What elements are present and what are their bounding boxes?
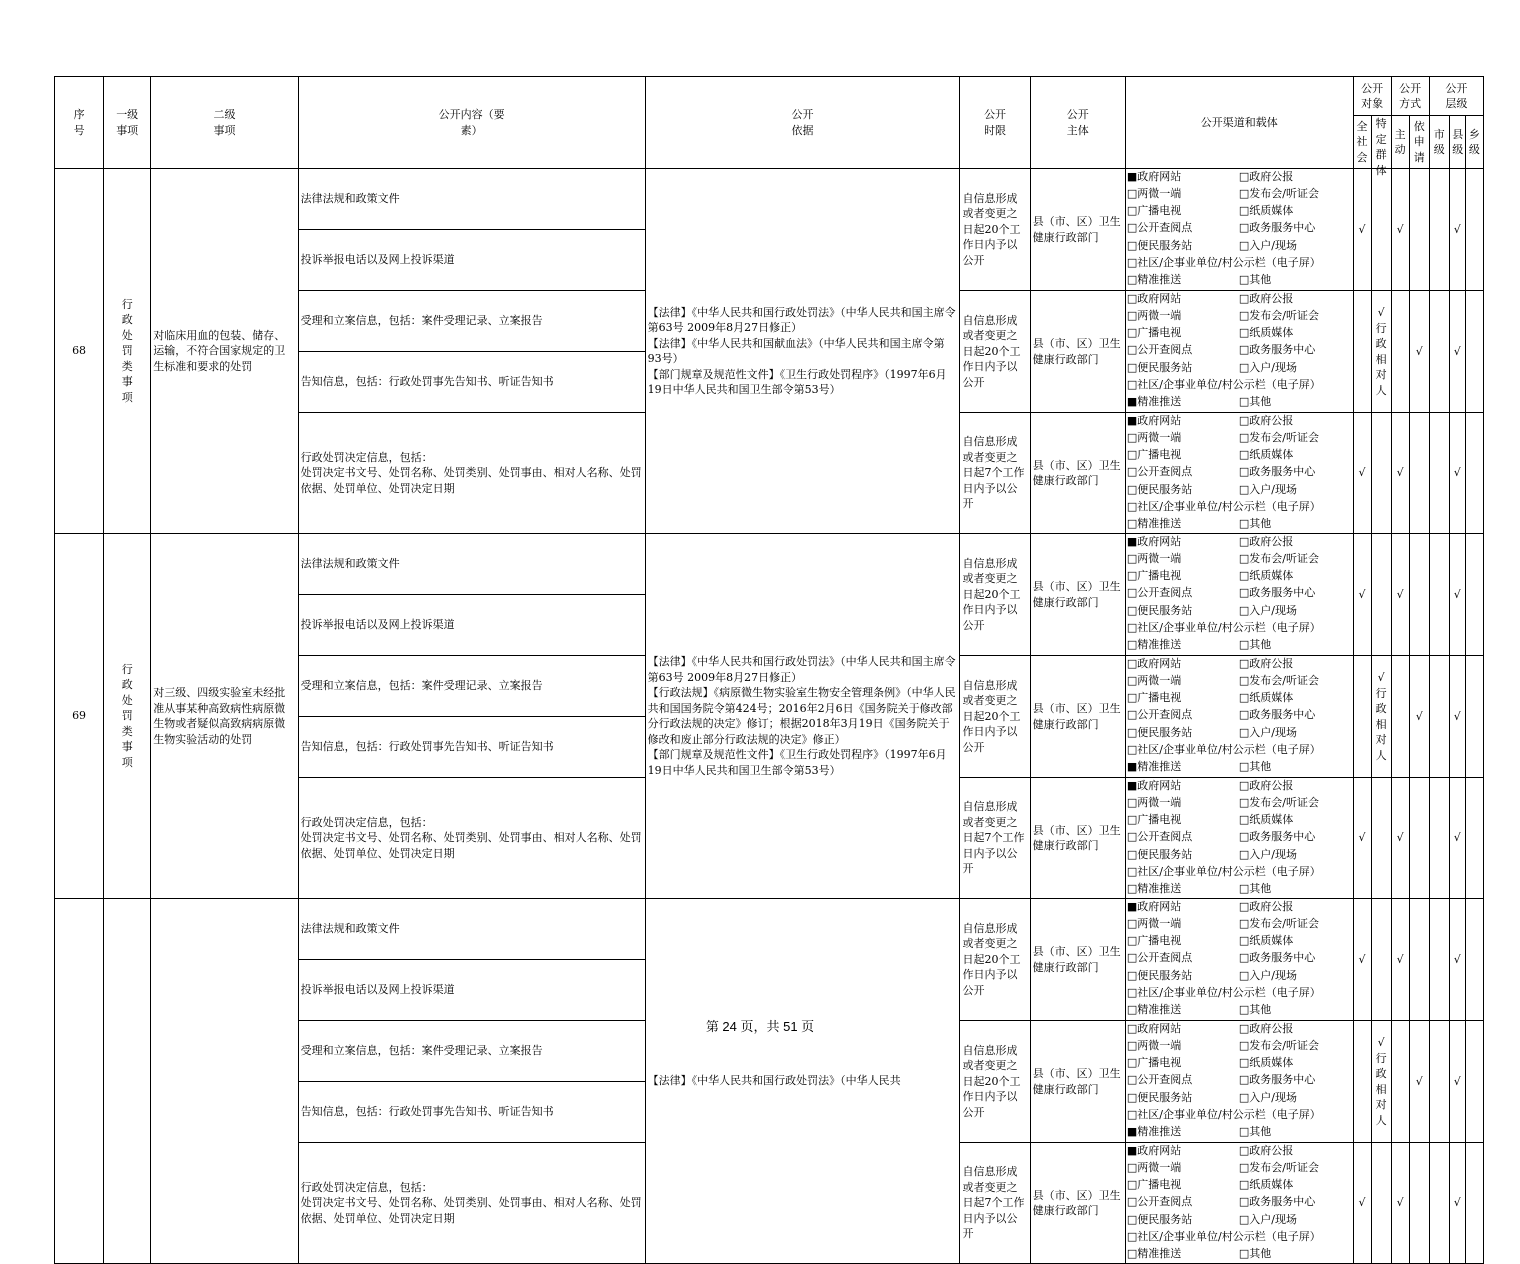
tier-county-check: √: [1449, 778, 1465, 899]
method-active-check: √: [1391, 1143, 1409, 1264]
channel-option: □广播电视: [1126, 813, 1182, 827]
time-limit: 自信息形成或者变更之日起20个工作日内予以公开: [960, 899, 1030, 1021]
channel-option: □入户/现场: [1238, 360, 1298, 374]
channel-option: □政府公报: [1238, 1022, 1294, 1035]
channel-option: □政府公报: [1238, 657, 1294, 670]
publisher: 县（市、区）卫生健康行政部门: [1030, 169, 1125, 291]
tier-city-cell: [1429, 413, 1449, 534]
channel-option: □广播电视: [1126, 1178, 1182, 1192]
target-all-check: √: [1353, 169, 1371, 291]
channel-option: ■精准推送: [1126, 394, 1182, 408]
channel-option: □广播电视: [1126, 1056, 1182, 1070]
target-specific-cell: [1371, 899, 1391, 1021]
row-basis: 【法律】《中华人民共和国行政处罚法》（中华人民共和国主席令第63号 2009年8月27日修正） 【行政法规】《病原微生物实验室生物安全管理条例》（中华人民共和国国务院令第424号；2016年2月6日《国务院关于修改部分行政法规的决定》修订；根据2018年3月19日《国务院关于修改和废止部分行政法规的决定》修正） 【部门规章及规范性文件】《卫生行政处罚程序》（1997年6月19日中华人民共和国卫生部令第53号）: [645, 534, 960, 899]
header-level1: 一级事项: [104, 77, 151, 169]
row-level1: [104, 899, 151, 1264]
channel-option: □便民服务站: [1126, 482, 1193, 496]
channel-option: □发布会/听证会: [1238, 674, 1320, 688]
target-all-cell: [1353, 291, 1371, 413]
channel-option: ■政府网站: [1126, 414, 1182, 427]
channel-option: □其他: [1238, 516, 1272, 530]
channel-option: □公开查阅点: [1126, 465, 1193, 479]
channel-option: □其他: [1238, 1124, 1272, 1138]
channel-option: □入户/现场: [1238, 1090, 1298, 1104]
tier-county-check: √: [1449, 899, 1465, 1021]
method-active-cell: [1391, 1021, 1409, 1143]
channel-option: □两微一端: [1126, 674, 1182, 688]
channel-option: □广播电视: [1126, 204, 1182, 218]
header-subject: 公开主体: [1030, 77, 1125, 169]
method-request-cell: [1409, 413, 1429, 534]
header-tier: 公开层级: [1429, 77, 1483, 116]
channel-option: □纸质媒体: [1238, 691, 1294, 705]
publisher: 县（市、区）卫生健康行政部门: [1030, 656, 1125, 778]
header-content: 公开内容（要素）: [298, 77, 645, 169]
publisher: 县（市、区）卫生健康行政部门: [1030, 1143, 1125, 1264]
channel-option: □便民服务站: [1126, 725, 1193, 739]
channel-option: □便民服务站: [1126, 1212, 1193, 1226]
channel-option: □公开查阅点: [1126, 586, 1193, 600]
header-method-active: 主动: [1391, 116, 1409, 169]
target-specific-cell: [1371, 413, 1391, 534]
channel-option: ■精准推送: [1126, 1124, 1182, 1138]
channel-option: □政务服务中心: [1238, 586, 1316, 600]
channel-option: □精准推送: [1126, 272, 1182, 286]
content-complaint: 投诉举报电话以及网上投诉渠道: [298, 595, 645, 656]
channel-option: □入户/现场: [1238, 725, 1298, 739]
row-level2: 对三级、四级实验室未经批准从事某种高致病性病原微生物或者疑似高致病病原微生物实验活动的处罚: [151, 534, 298, 899]
row-basis: 【法律】《中华人民共和国行政处罚法》（中华人民共: [645, 899, 960, 1264]
channel-option: □广播电视: [1126, 934, 1182, 948]
channel-option: □两微一端: [1126, 431, 1182, 445]
method-request-cell: [1409, 534, 1429, 656]
tier-town-cell: [1465, 413, 1483, 534]
channel-option: □公开查阅点: [1126, 1073, 1193, 1087]
time-limit: 自信息形成或者变更之日起7个工作日内予以公开: [960, 778, 1030, 899]
target-all-cell: [1353, 656, 1371, 778]
channel-option: □其他: [1238, 759, 1272, 773]
row-seq: 68: [55, 169, 104, 534]
channel-option: ■政府网站: [1126, 535, 1182, 548]
channel-option: □精准推送: [1126, 1246, 1182, 1260]
channel-option: □其他: [1238, 1002, 1272, 1016]
content-complaint: 投诉举报电话以及网上投诉渠道: [298, 960, 645, 1021]
content-complaint: 投诉举报电话以及网上投诉渠道: [298, 230, 645, 291]
method-request-cell: [1409, 899, 1429, 1021]
header-target-specific: 特定群体: [1371, 116, 1391, 169]
channel-option: □其他: [1238, 394, 1272, 408]
page-footer: 第 24 页，共 51 页: [705, 1019, 815, 1034]
channel-option: □纸质媒体: [1238, 448, 1294, 462]
channel-option: □公开查阅点: [1126, 708, 1193, 722]
channel-option: □入户/现场: [1238, 968, 1298, 982]
tier-county-check: √: [1449, 169, 1465, 291]
channel-option: □政务服务中心: [1238, 1195, 1316, 1209]
content-decision: 行政处罚决定信息，包括： 处罚决定书文号、处罚名称、处罚类别、处罚事由、相对人名称、处罚依据、处罚单位、处罚决定日期: [298, 778, 645, 899]
channel-option: □政府公报: [1238, 1144, 1294, 1157]
tier-county-check: √: [1449, 534, 1465, 656]
channel-option: □公开查阅点: [1126, 221, 1193, 235]
channel-option: □政府公报: [1238, 170, 1294, 183]
tier-town-cell: [1465, 1143, 1483, 1264]
channel-group: [1125, 291, 1353, 413]
content-laws: 法律法规和政策文件: [298, 899, 645, 960]
target-specific-check: √行政相对人: [1371, 656, 1391, 778]
channel-option: □社区/企事业单位/村公示栏（电子屏）: [1126, 255, 1321, 269]
channel-option: □社区/企事业单位/村公示栏（电子屏）: [1126, 742, 1321, 756]
tier-county-check: √: [1449, 1021, 1465, 1143]
time-limit: 自信息形成或者变更之日起20个工作日内予以公开: [960, 169, 1030, 291]
content-decision: 行政处罚决定信息，包括： 处罚决定书文号、处罚名称、处罚类别、处罚事由、相对人名称、处罚依据、处罚单位、处罚决定日期: [298, 1143, 645, 1264]
channel-option: □社区/企事业单位/村公示栏（电子屏）: [1126, 620, 1321, 634]
method-request-cell: [1409, 778, 1429, 899]
channel-option: □社区/企事业单位/村公示栏（电子屏）: [1126, 1107, 1321, 1121]
header-tier-city: 市级: [1429, 116, 1449, 169]
channel-option: □便民服务站: [1126, 603, 1193, 617]
tier-town-cell: [1465, 534, 1483, 656]
row-level1: 行政处罚类事项: [104, 169, 151, 534]
tier-city-cell: [1429, 169, 1449, 291]
channel-group: [1125, 1143, 1353, 1264]
channel-option: □便民服务站: [1126, 847, 1193, 861]
publisher: 县（市、区）卫生健康行政部门: [1030, 291, 1125, 413]
row-seq: [55, 899, 104, 1264]
channel-option: □社区/企事业单位/村公示栏（电子屏）: [1126, 1229, 1321, 1243]
channel-option: □两微一端: [1126, 309, 1182, 323]
tier-county-check: √: [1449, 291, 1465, 413]
header-basis: 公开依据: [645, 77, 960, 169]
content-laws: 法律法规和政策文件: [298, 534, 645, 595]
channel-option: □便民服务站: [1126, 238, 1193, 252]
channel-option: □政府公报: [1238, 535, 1294, 548]
channel-option: □两微一端: [1126, 1161, 1182, 1175]
channel-option: □政府公报: [1238, 414, 1294, 427]
header-tier-county: 县级: [1449, 116, 1465, 169]
content-notice: 告知信息，包括：行政处罚事先告知书、听证告知书: [298, 717, 645, 778]
content-notice: 告知信息，包括：行政处罚事先告知书、听证告知书: [298, 1082, 645, 1143]
channel-option: □政府网站: [1126, 292, 1182, 305]
channel-option: □纸质媒体: [1238, 569, 1294, 583]
disclosure-table: [54, 76, 1484, 1264]
channel-option: □纸质媒体: [1238, 813, 1294, 827]
channel-option: □政府公报: [1238, 292, 1294, 305]
channel-option: □入户/现场: [1238, 482, 1298, 496]
tier-town-cell: [1465, 169, 1483, 291]
channel-option: ■政府网站: [1126, 779, 1182, 792]
channel-option: □纸质媒体: [1238, 326, 1294, 340]
channel-option: □便民服务站: [1126, 1090, 1193, 1104]
target-specific-cell: [1371, 534, 1391, 656]
content-filing: 受理和立案信息，包括：案件受理记录、立案报告: [298, 1021, 645, 1082]
channel-group: [1125, 1021, 1353, 1143]
tier-town-cell: [1465, 778, 1483, 899]
channel-option: □入户/现场: [1238, 847, 1298, 861]
channel-option: □发布会/听证会: [1238, 552, 1320, 566]
channel-option: □纸质媒体: [1238, 1056, 1294, 1070]
row-seq: 69: [55, 534, 104, 899]
header-seq: 序号: [55, 77, 104, 169]
channel-option: □政府公报: [1238, 900, 1294, 913]
target-all-check: √: [1353, 778, 1371, 899]
target-all-cell: [1353, 1021, 1371, 1143]
target-all-check: √: [1353, 899, 1371, 1021]
channel-option: □其他: [1238, 881, 1272, 895]
tier-county-check: √: [1449, 1143, 1465, 1264]
content-filing: 受理和立案信息，包括：案件受理记录、立案报告: [298, 291, 645, 352]
method-active-check: √: [1391, 778, 1409, 899]
target-specific-check: √行政相对人: [1371, 291, 1391, 413]
channel-option: ■精准推送: [1126, 759, 1182, 773]
channel-option: □社区/企事业单位/村公示栏（电子屏）: [1126, 864, 1321, 878]
channel-option: □政务服务中心: [1238, 465, 1316, 479]
time-limit: 自信息形成或者变更之日起20个工作日内予以公开: [960, 656, 1030, 778]
channel-option: □公开查阅点: [1126, 951, 1193, 965]
row-level2: 对临床用血的包装、储存、运输，不符合国家规定的卫生标准和要求的处罚: [151, 169, 298, 534]
time-limit: 自信息形成或者变更之日起20个工作日内予以公开: [960, 1021, 1030, 1143]
channel-option: ■政府网站: [1126, 1144, 1182, 1157]
channel-option: □政务服务中心: [1238, 951, 1316, 965]
row-level2: [151, 899, 298, 1264]
tier-city-cell: [1429, 534, 1449, 656]
tier-city-cell: [1429, 899, 1449, 1021]
method-active-cell: [1391, 656, 1409, 778]
channel-option: □广播电视: [1126, 326, 1182, 340]
tier-town-cell: [1465, 656, 1483, 778]
channel-option: □精准推送: [1126, 881, 1182, 895]
publisher: 县（市、区）卫生健康行政部门: [1030, 778, 1125, 899]
channel-option: □政务服务中心: [1238, 1073, 1316, 1087]
header-time: 公开时限: [960, 77, 1030, 169]
channel-option: □发布会/听证会: [1238, 917, 1320, 931]
method-active-cell: [1391, 291, 1409, 413]
channel-option: □两微一端: [1126, 187, 1182, 201]
target-specific-cell: [1371, 778, 1391, 899]
tier-town-cell: [1465, 899, 1483, 1021]
channel-option: □公开查阅点: [1126, 1195, 1193, 1209]
channel-group: [1125, 778, 1353, 899]
tier-city-cell: [1429, 291, 1449, 413]
header-tier-town: 乡级: [1465, 116, 1483, 169]
method-request-cell: [1409, 169, 1429, 291]
channel-option: □其他: [1238, 1246, 1272, 1260]
content-notice: 告知信息，包括：行政处罚事先告知书、听证告知书: [298, 352, 645, 413]
row-level1: 行政处罚类事项: [104, 534, 151, 899]
tier-city-cell: [1429, 1021, 1449, 1143]
channel-option: □入户/现场: [1238, 1212, 1298, 1226]
channel-option: □广播电视: [1126, 569, 1182, 583]
channel-option: □政府公报: [1238, 779, 1294, 792]
target-all-check: √: [1353, 413, 1371, 534]
channel-group: [1125, 413, 1353, 534]
channel-option: □社区/企事业单位/村公示栏（电子屏）: [1126, 377, 1321, 391]
channel-group: [1125, 169, 1353, 291]
channel-option: □入户/现场: [1238, 238, 1298, 252]
tier-county-check: √: [1449, 413, 1465, 534]
channel-option: □政务服务中心: [1238, 708, 1316, 722]
channel-option: □其他: [1238, 637, 1272, 651]
channel-option: □精准推送: [1126, 637, 1182, 651]
header-target-all: 全社会: [1353, 116, 1371, 169]
target-specific-cell: [1371, 169, 1391, 291]
channel-option: □广播电视: [1126, 691, 1182, 705]
time-limit: 自信息形成或者变更之日起20个工作日内予以公开: [960, 291, 1030, 413]
channel-option: □社区/企事业单位/村公示栏（电子屏）: [1126, 499, 1321, 513]
channel-group: [1125, 534, 1353, 656]
channel-option: □便民服务站: [1126, 968, 1193, 982]
channel-option: □政府网站: [1126, 657, 1182, 670]
header-target: 公开对象: [1353, 77, 1391, 116]
channel-option: □两微一端: [1126, 796, 1182, 810]
channel-option: □入户/现场: [1238, 603, 1298, 617]
row-basis: 【法律】《中华人民共和国行政处罚法》（中华人民共和国主席令第63号 2009年8月27日修正） 【法律】《中华人民共和国献血法》（中华人民共和国主席令第93号） 【部门规章及规范性文件】《卫生行政处罚程序》（1997年6月19日中华人民共和国卫生部令第53号）: [645, 169, 960, 534]
channel-option: □政务服务中心: [1238, 343, 1316, 357]
channel-option: □纸质媒体: [1238, 934, 1294, 948]
method-active-check: √: [1391, 534, 1409, 656]
method-request-cell: [1409, 1143, 1429, 1264]
header-method-request: 依申请: [1409, 116, 1429, 169]
channel-option: □精准推送: [1126, 1002, 1182, 1016]
channel-option: □两微一端: [1126, 917, 1182, 931]
time-limit: 自信息形成或者变更之日起20个工作日内予以公开: [960, 534, 1030, 656]
content-laws: 法律法规和政策文件: [298, 169, 645, 230]
publisher: 县（市、区）卫生健康行政部门: [1030, 534, 1125, 656]
channel-option: □纸质媒体: [1238, 204, 1294, 218]
channel-option: □政务服务中心: [1238, 221, 1316, 235]
channel-option: □发布会/听证会: [1238, 796, 1320, 810]
channel-option: □发布会/听证会: [1238, 431, 1320, 445]
channel-option: □便民服务站: [1126, 360, 1193, 374]
channel-option: □精准推送: [1126, 516, 1182, 530]
channel-option: □两微一端: [1126, 552, 1182, 566]
tier-city-cell: [1429, 778, 1449, 899]
channel-option: □两微一端: [1126, 1039, 1182, 1053]
channel-option: □发布会/听证会: [1238, 309, 1320, 323]
channel-option: □发布会/听证会: [1238, 1161, 1320, 1175]
channel-option: □发布会/听证会: [1238, 1039, 1320, 1053]
header-level2: 二级事项: [151, 77, 298, 169]
method-active-check: √: [1391, 169, 1409, 291]
tier-county-check: √: [1449, 656, 1465, 778]
channel-option: □公开查阅点: [1126, 343, 1193, 357]
target-all-check: √: [1353, 534, 1371, 656]
target-all-check: √: [1353, 1143, 1371, 1264]
tier-town-cell: [1465, 291, 1483, 413]
channel-option: ■政府网站: [1126, 900, 1182, 913]
tier-city-cell: [1429, 656, 1449, 778]
method-request-check: √: [1409, 656, 1429, 778]
channel-option: □社区/企事业单位/村公示栏（电子屏）: [1126, 985, 1321, 999]
publisher: 县（市、区）卫生健康行政部门: [1030, 899, 1125, 1021]
method-active-check: √: [1391, 413, 1409, 534]
channel-option: □政府网站: [1126, 1022, 1182, 1035]
tier-city-cell: [1429, 1143, 1449, 1264]
time-limit: 自信息形成或者变更之日起7个工作日内予以公开: [960, 1143, 1030, 1264]
method-active-check: √: [1391, 899, 1409, 1021]
channel-option: □广播电视: [1126, 448, 1182, 462]
content-decision: 行政处罚决定信息，包括： 处罚决定书文号、处罚名称、处罚类别、处罚事由、相对人名称、处罚依据、处罚单位、处罚决定日期: [298, 413, 645, 534]
channel-group: [1125, 899, 1353, 1021]
tier-town-cell: [1465, 1021, 1483, 1143]
target-specific-check: √行政相对人: [1371, 1021, 1391, 1143]
channel-group: [1125, 656, 1353, 778]
channel-option: □公开查阅点: [1126, 830, 1193, 844]
channel-option: □政务服务中心: [1238, 830, 1316, 844]
channel-option: ■政府网站: [1126, 170, 1182, 183]
target-specific-cell: [1371, 1143, 1391, 1264]
channel-option: □发布会/听证会: [1238, 187, 1320, 201]
publisher: 县（市、区）卫生健康行政部门: [1030, 1021, 1125, 1143]
channel-option: □纸质媒体: [1238, 1178, 1294, 1192]
method-request-check: √: [1409, 1021, 1429, 1143]
header-channel: 公开渠道和载体: [1125, 77, 1353, 169]
time-limit: 自信息形成或者变更之日起7个工作日内予以公开: [960, 413, 1030, 534]
content-filing: 受理和立案信息，包括：案件受理记录、立案报告: [298, 656, 645, 717]
publisher: 县（市、区）卫生健康行政部门: [1030, 413, 1125, 534]
channel-option: □其他: [1238, 272, 1272, 286]
header-method: 公开方式: [1391, 77, 1429, 116]
method-request-check: √: [1409, 291, 1429, 413]
